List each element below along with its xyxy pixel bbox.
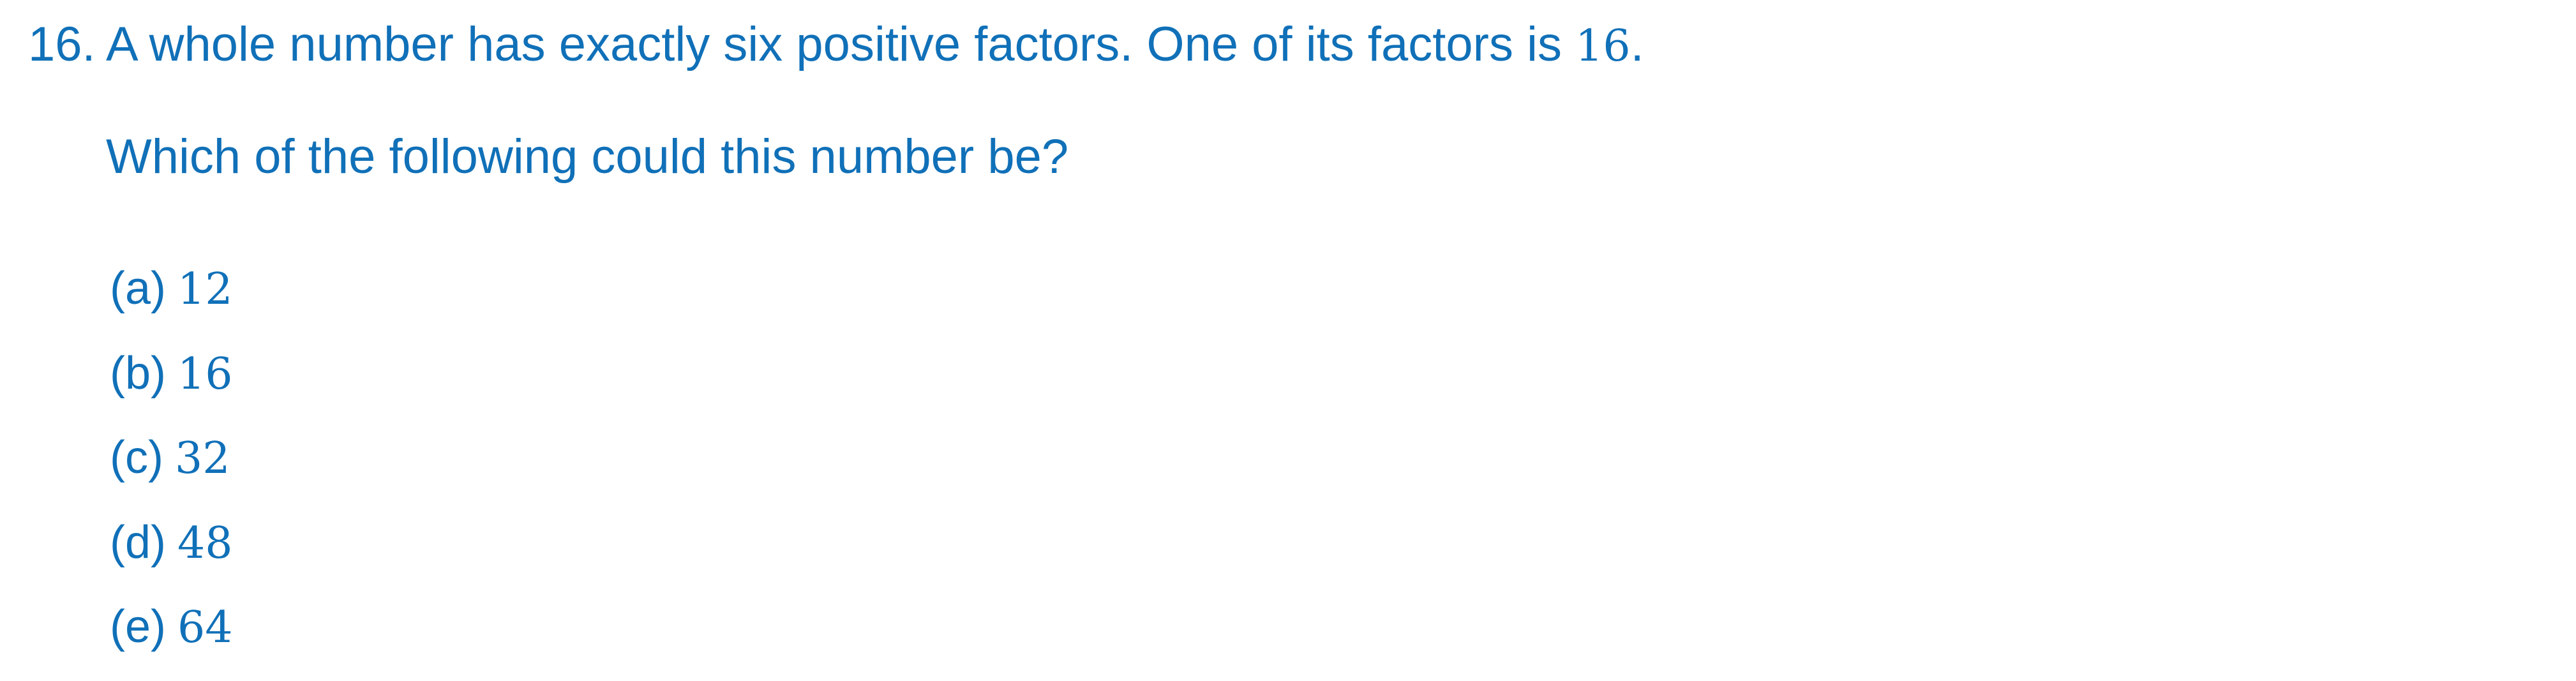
option-label: (b) — [110, 347, 166, 399]
option-b[interactable] — [110, 343, 233, 428]
option-label: (c) — [110, 432, 163, 483]
option-label: (d) — [110, 516, 166, 568]
answer-options — [110, 258, 233, 681]
question-prompt: Which of the following could this number be? — [106, 130, 1069, 184]
option-value: 64 — [177, 602, 233, 653]
question-text: A whole number has exactly six positive factors. One of its factors is — [106, 17, 1576, 71]
option-value: 32 — [174, 433, 230, 484]
factor-value: 16 — [1575, 21, 1631, 71]
question-stem — [28, 14, 2517, 77]
option-e[interactable] — [110, 596, 233, 681]
option-c[interactable] — [110, 427, 233, 512]
option-label: (a) — [110, 263, 166, 314]
question-block — [28, 14, 2517, 77]
option-value: 16 — [177, 348, 233, 400]
option-value: 12 — [177, 264, 233, 315]
option-label: (e) — [110, 601, 166, 652]
question-end-punctuation: . — [1630, 17, 1644, 71]
option-d[interactable] — [110, 512, 233, 597]
question-number: 16. — [28, 17, 96, 71]
option-a[interactable] — [110, 258, 233, 343]
option-value: 48 — [177, 518, 233, 569]
